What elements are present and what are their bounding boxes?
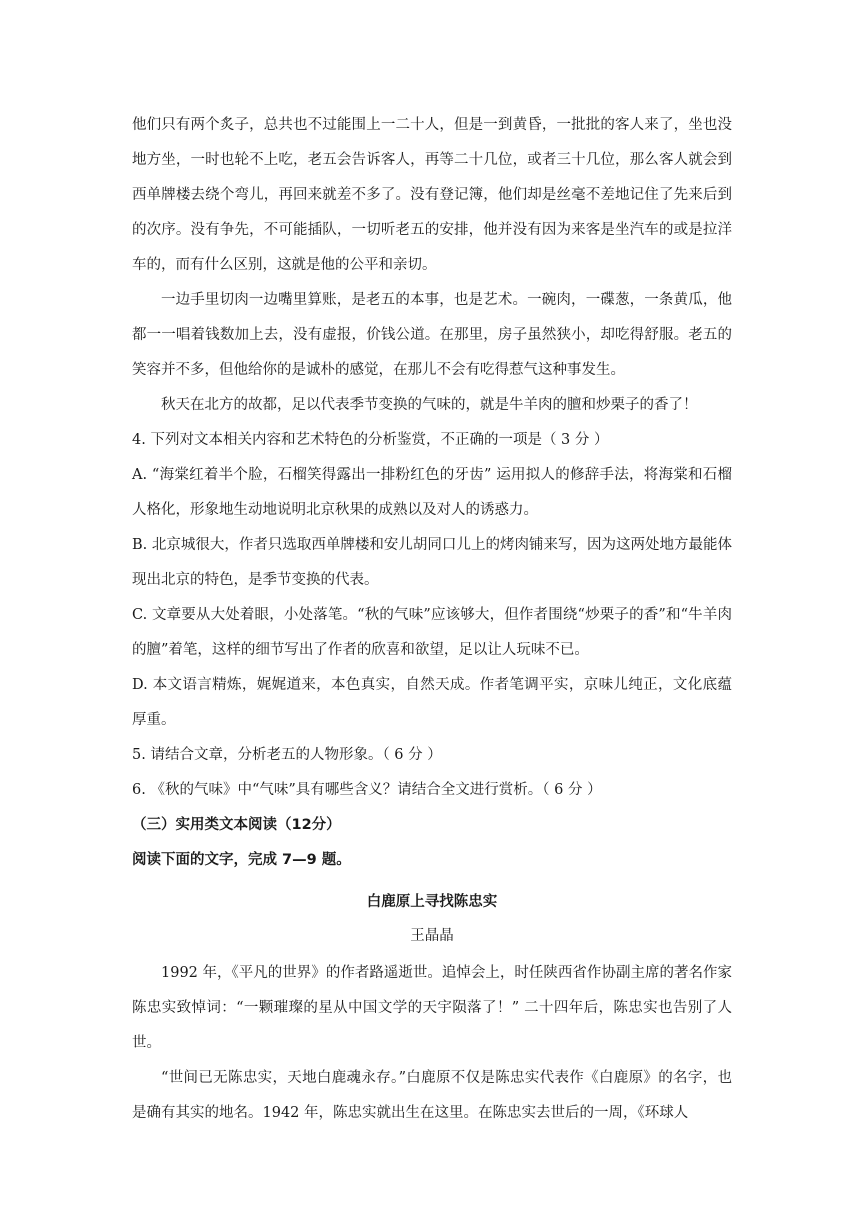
article-paragraph: 1992 年，《平凡的世界》的作者路遥逝世。追悼会上，时任陕西省作协副主席的著名作家陈忠实致悼词：“一颗璀璨的星从中国文学的天宇陨落了！” 二十四年后，陈忠实也告别了人世。: [132, 965, 732, 1051]
question-4-option-c: C. 文章要从大处着眼，小处落笔。“秋的气味”应该够大，但作者围绕“炒栗子的香”和“牛羊肉的膻”着笔，这样的细节写出了作者的欣喜和欲望，足以让人玩味不已。: [132, 607, 732, 658]
question-4-option-b: B. 北京城很大，作者只选取西单牌楼和安儿胡同口儿上的烤肉铺来写，因为这两处地方最能体现出北京的特色，是季节变换的代表。: [132, 537, 732, 588]
question-6: 6. 《秋的气味》中“气味”具有哪些含义？请结合全文进行赏析。（ 6 分 ）: [132, 782, 602, 798]
question-4-option-a: A. “海棠红着半个脸，石榴笑得露出一排粉红色的牙齿” 运用拟人的修辞手法，将海棠和石榴人格化，形象地生动地说明北京秋果的成熟以及对人的诱惑力。: [132, 467, 732, 518]
document-body: [132, 108, 732, 1131]
article-author: 王晶晶: [410, 928, 454, 944]
passage-paragraph: 秋天在北方的故都，足以代表季节变换的气味的，就是牛羊肉的膻和炒栗子的香了！: [161, 397, 698, 413]
question-4: 4. 下列对文本相关内容和艺术特色的分析鉴赏，不正确的一项是（ 3 分 ）: [132, 432, 609, 448]
question-4-option-d: D. 本文语言精炼，娓娓道来，本色真实，自然天成。作者笔调平实，京味儿纯正，文化底蕴厚重。: [132, 677, 732, 728]
section-instruction: 阅读下面的文字，完成 7—9 题。: [132, 852, 351, 868]
article-paragraph: “世间已无陈忠实，天地白鹿魂永存。”白鹿原不仅是陈忠实代表作《白鹿原》的名字，也是确有其实的地名。1942 年，陈忠实就出生在这里。在陈忠实去世后的一周，《环球人: [132, 1070, 732, 1121]
passage-paragraph: 一边手里切肉一边嘴里算账，是老五的本事，也是艺术。一碗肉，一碟葱，一条黄瓜，他都一一唱着钱数加上去，没有虚报，价钱公道。在那里，房子虽然狭小，却吃得舒服。老五的笑容并不多，但他给你的是诚朴的感觉，在那儿不会有吃得惹气这种事发生。: [132, 292, 732, 378]
article-title: 白鹿原上寻找陈忠实: [366, 893, 498, 910]
section-heading: （三）实用类文本阅读（12分）: [132, 817, 341, 833]
passage-paragraph: 他们只有两个炙子，总共也不过能围上一二十人，但是一到黄昏，一批批的客人来了，坐也没地方坐，一时也轮不上吃，老五会告诉客人，再等二十几位，或者三十几位，那么客人就会到西单牌楼去绕个弯儿，再回来就差不多了。没有登记簿，他们却是丝毫不差地记住了先来后到的次序。没有争先，不可能插队，一切听老五的安排，他并没有因为来客是坐汽车的或是拉洋车的，而有什么区别，这就是他的公平和亲切。: [132, 117, 732, 273]
question-5: 5. 请结合文章，分析老五的人物形象。（ 6 分 ）: [132, 747, 442, 763]
